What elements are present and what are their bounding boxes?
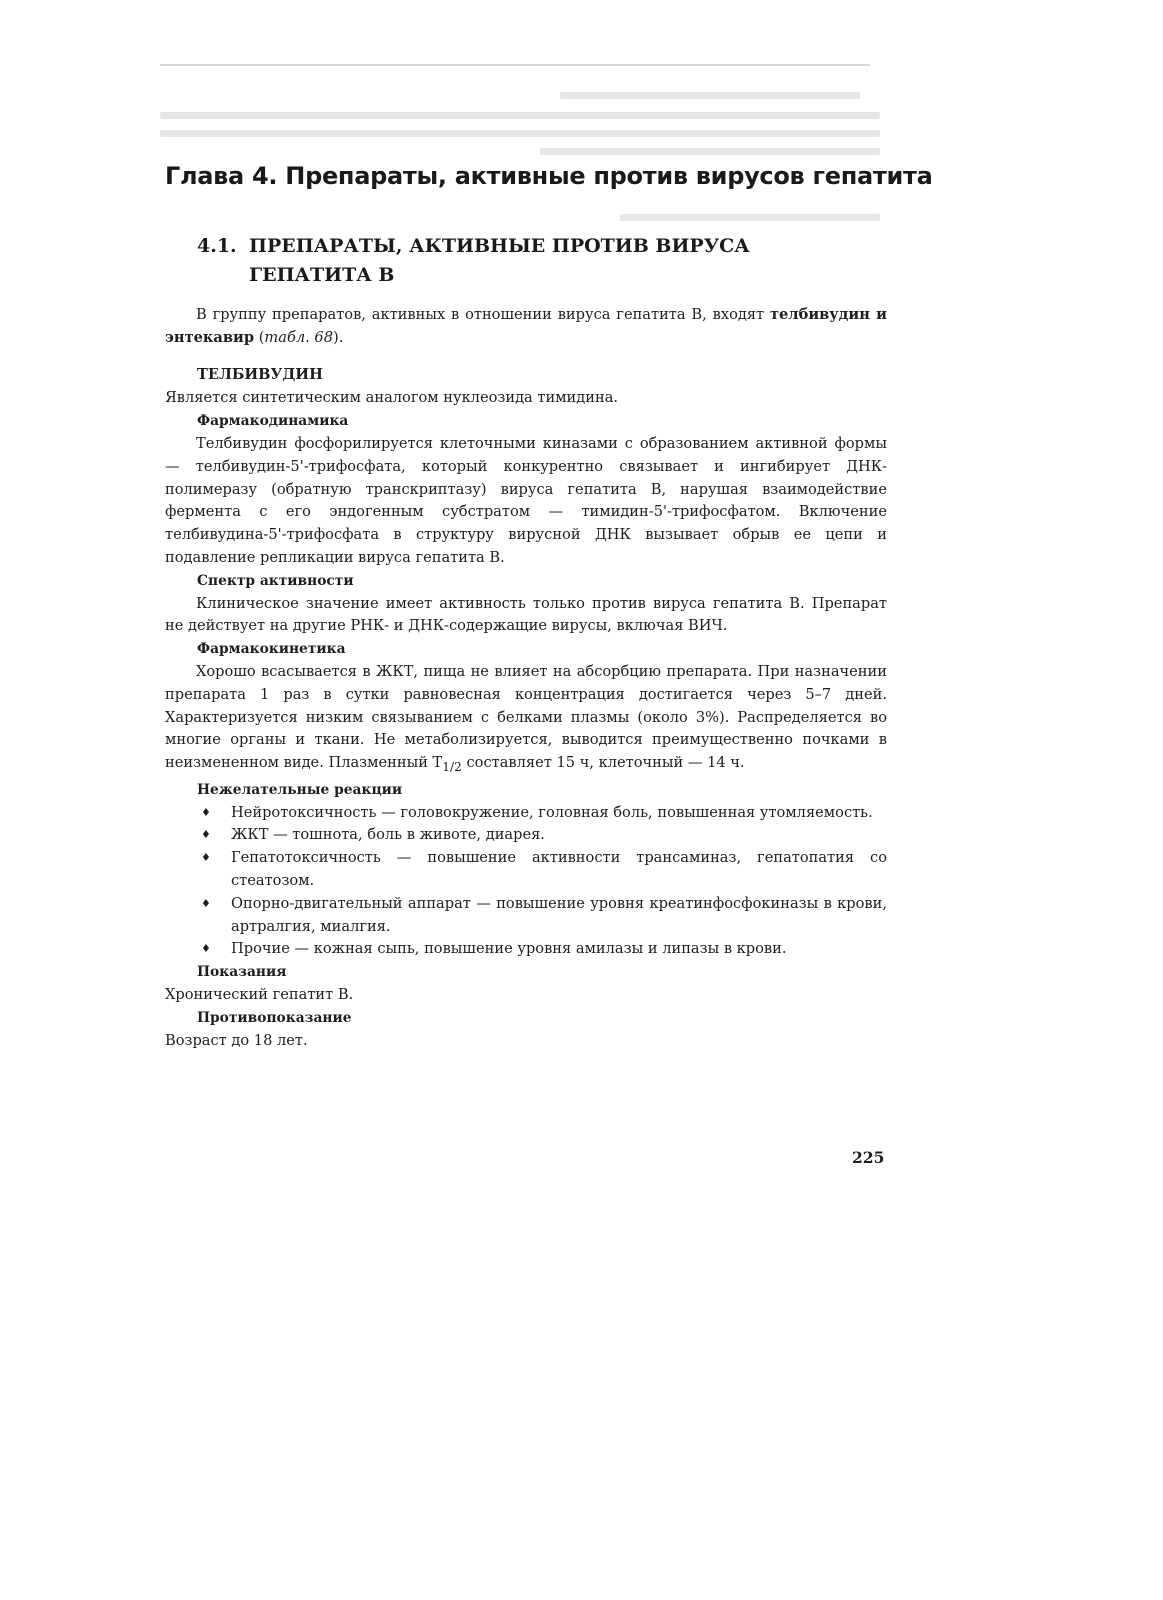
list-item bbox=[201, 824, 887, 847]
list-item-text: ЖКТ — тошнота, боль в животе, диарея. bbox=[231, 826, 545, 844]
list-item bbox=[201, 938, 887, 961]
intro-end: ). bbox=[333, 328, 344, 346]
bleed-through-rule bbox=[160, 64, 870, 66]
section-title-line1: ПРЕПАРАТЫ, АКТИВНЫЕ ПРОТИВ ВИРУСА bbox=[249, 235, 750, 257]
indications-heading: Показания bbox=[197, 964, 287, 981]
diamond-bullet-icon: ♦ bbox=[201, 896, 211, 910]
list-item-text: Прочие — кожная сыпь, повышение уровня амилазы и липазы в крови. bbox=[231, 940, 787, 958]
table-reference: табл. 68 bbox=[264, 328, 333, 346]
page-body bbox=[165, 304, 887, 1052]
adverse-reactions-heading: Нежелательные реакции bbox=[197, 781, 403, 798]
pharmacokinetics-text-end: составляет 15 ч, клеточный — 14 ч. bbox=[461, 754, 745, 772]
list-item-text: Гепатотоксичность — повышение активности трансаминаз, гепатопатия со стеатозом. bbox=[231, 849, 887, 890]
intro-paren: ( bbox=[254, 328, 265, 346]
bleed-through-line bbox=[160, 130, 880, 137]
list-item bbox=[201, 802, 887, 825]
list-item bbox=[201, 847, 887, 893]
pharmacokinetics-text bbox=[165, 661, 887, 779]
diamond-bullet-icon: ♦ bbox=[201, 805, 211, 819]
intro-text: В группу препаратов, активных в отношении вируса гепатита B, входят bbox=[196, 306, 770, 323]
page-number: 225 bbox=[852, 1148, 885, 1167]
pharmacokinetics-heading: Фармакокинетика bbox=[197, 641, 346, 658]
bleed-through-line bbox=[160, 112, 880, 119]
diamond-bullet-icon: ♦ bbox=[201, 942, 211, 956]
section-title-line2: ГЕПАТИТА B bbox=[249, 264, 395, 286]
contraindications-text: Возраст до 18 лет. bbox=[165, 1031, 308, 1049]
chapter-title: Глава 4. Препараты, активные против вирусов гепатита bbox=[165, 162, 933, 190]
list-item-text: Нейротоксичность — головокружение, головная боль, повышенная утомляемость. bbox=[231, 803, 873, 821]
intro-drug-names: телбивудин и энтекавир bbox=[165, 306, 887, 346]
pharmacodynamics-text: Телбивудин фосфорилируется клеточными киназами с образованием активной формы — телбивудин-5'-трифосфата, который конкурентно связывает и ингибирует ДНК-полимеразу (обратную транскриптазу) вируса гепатита B, нарушая взаимодействие фермента с его эндогенным субстратом — тимидин-5'-трифосфатом. Включение телбивудина-5'-трифосфата в структуру вирусной ДНК вызывает обрыв ее цепи и подавление репликации вируса гепатита B. bbox=[165, 434, 887, 566]
drug-description: Является синтетическим аналогом нуклеозида тимидина. bbox=[165, 389, 619, 407]
indications-text: Хронический гепатит B. bbox=[165, 986, 354, 1004]
diamond-bullet-icon: ♦ bbox=[201, 828, 211, 842]
pharmacodynamics-heading: Фармакодинамика bbox=[197, 413, 349, 430]
section-number: 4.1. bbox=[197, 235, 237, 257]
contraindications-heading: Противопоказание bbox=[197, 1009, 352, 1026]
section-heading bbox=[197, 232, 857, 290]
intro-paragraph bbox=[165, 304, 887, 350]
diamond-bullet-icon: ♦ bbox=[201, 851, 211, 865]
list-item-text: Опорно-двигательный аппарат — повышение уровня креатинфосфокиназы в крови, артралгия, миалгия. bbox=[231, 894, 887, 935]
drug-name-heading: ТЕЛБИВУДИН bbox=[197, 365, 323, 383]
bleed-through-line bbox=[540, 148, 880, 155]
half-life-subscript: 1/2 bbox=[442, 760, 462, 775]
activity-spectrum-heading: Спектр активности bbox=[197, 572, 354, 589]
bleed-through-line bbox=[620, 214, 880, 221]
adverse-reactions-list bbox=[165, 802, 887, 962]
list-item bbox=[201, 893, 887, 939]
bleed-through-line bbox=[560, 92, 860, 99]
activity-spectrum-text: Клиническое значение имеет активность только против вируса гепатита B. Препарат не действует на другие РНК- и ДНК-содержащие вирусы, включая ВИЧ. bbox=[165, 594, 887, 635]
pharmacokinetics-text-main: Хорошо всасывается в ЖКТ, пища не влияет на абсорбцию препарата. При назначении препарата 1 раз в сутки равновесная концентрация достигается через 5–7 дней. Характеризуется низким связыванием с белками плазмы (около 3%). Распределяется во многие органы и ткани. Не метаболизируется, выводится преимущественно почками в неизмененном виде. Плазменный T bbox=[165, 662, 887, 772]
